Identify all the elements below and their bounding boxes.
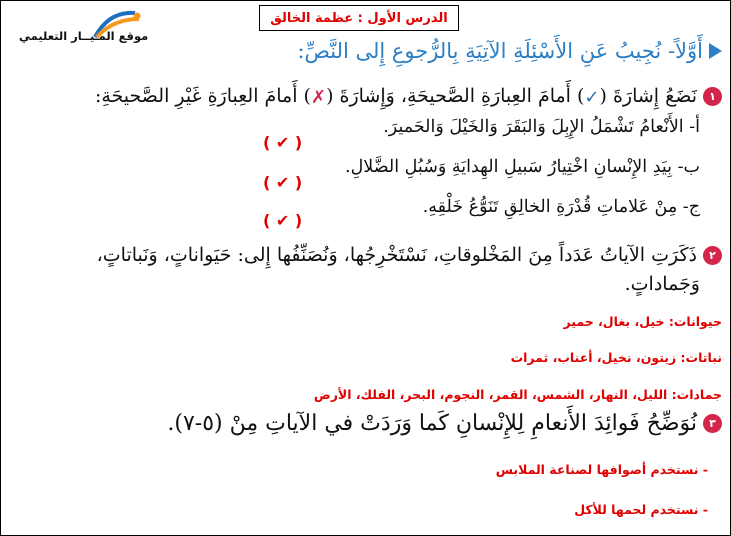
- q1-item-a: أ- الأَنْعامُ تَشْمَلُ الإِبِلَ وَالبَقَرَ وَالخَيْلَ وَالحَميرَ.: [383, 117, 700, 137]
- section-heading-text: أَوَّلاً- نُجِيبُ عَنِ الأَسْئِلَةِ الآتِيَةِ بِالرُّجوعِ إِلى النَّصِّ:: [297, 39, 703, 63]
- question-number-badge: ١: [703, 87, 722, 106]
- question-3: [167, 411, 722, 436]
- q1-answer-c: ( ✔ ): [263, 211, 303, 230]
- q2-answer-plants: نباتات: زيتون، نخيل، أعناب، ثمرات: [510, 350, 722, 365]
- q1-answer-a: ( ✔ ): [263, 133, 303, 152]
- section-heading: [297, 39, 722, 63]
- question-3-text: نُوَضِّحُ فَوائِدَ الأَنعامِ لِلإِنْسانِ كَما وَرَدَتْ في الآياتِ مِنْ (٥-٧).: [167, 411, 697, 436]
- question-number-badge: ٢: [703, 246, 722, 265]
- question-2-text: ذَكَرَتِ الآياتُ عَدَداً مِنَ المَخْلوقاتِ، نَسْتَخْرِجُها، وَنُصَنِّفُها إِلى: حَيَواناتٍ، وَنَباتاتٍ،: [96, 244, 697, 266]
- q2-answer-animals: حيوانات: خيل، بغال، حمير: [563, 314, 722, 329]
- question-1-text: نَضَعُ إِشارَةَ (✓) أَمامَ العِبارَةِ الصَّحيحَةِ، وَإِشارَةَ (✗) أَمامَ العِبارَةِ غَيْرِ الصَّحيحَةِ:: [94, 85, 697, 108]
- question-2: [97, 244, 722, 266]
- q3-answer-wool: - نستخدم أصوافها لصناعة الملابس: [495, 462, 708, 477]
- lesson-title: الدرس الأول : عظمة الخالق: [259, 5, 459, 31]
- q1-answer-b: ( ✔ ): [263, 173, 303, 192]
- logo-text: موقع المـيــار التعليمي: [19, 29, 149, 43]
- check-mark-icon: ✓: [584, 86, 600, 108]
- cross-mark-icon: ✗: [310, 86, 327, 108]
- q3-answer-meat: - نستخدم لحمها للأكل: [574, 502, 708, 517]
- question-number-badge: ٣: [703, 414, 722, 433]
- q1-item-b: ب- بِيَدِ الإِنْسانِ اخْتِيارُ سَبيلِ الهِدايَةِ وَسُبُلِ الضَّلالِ.: [345, 157, 700, 177]
- question-1: [95, 85, 722, 108]
- question-2-continuation: وَجَماداتٍ.: [624, 273, 700, 295]
- q1-item-c: ج- مِنْ عَلاماتِ قُدْرَةِ الخالِقِ تَنَوُّعُ خَلْقِهِ.: [422, 197, 700, 217]
- triangle-bullet-icon: [709, 43, 722, 59]
- q2-answer-inanimate: جمادات: الليل، النهار، الشمس، القمر، النجوم، البحر، الفلك، الأرض: [313, 387, 722, 402]
